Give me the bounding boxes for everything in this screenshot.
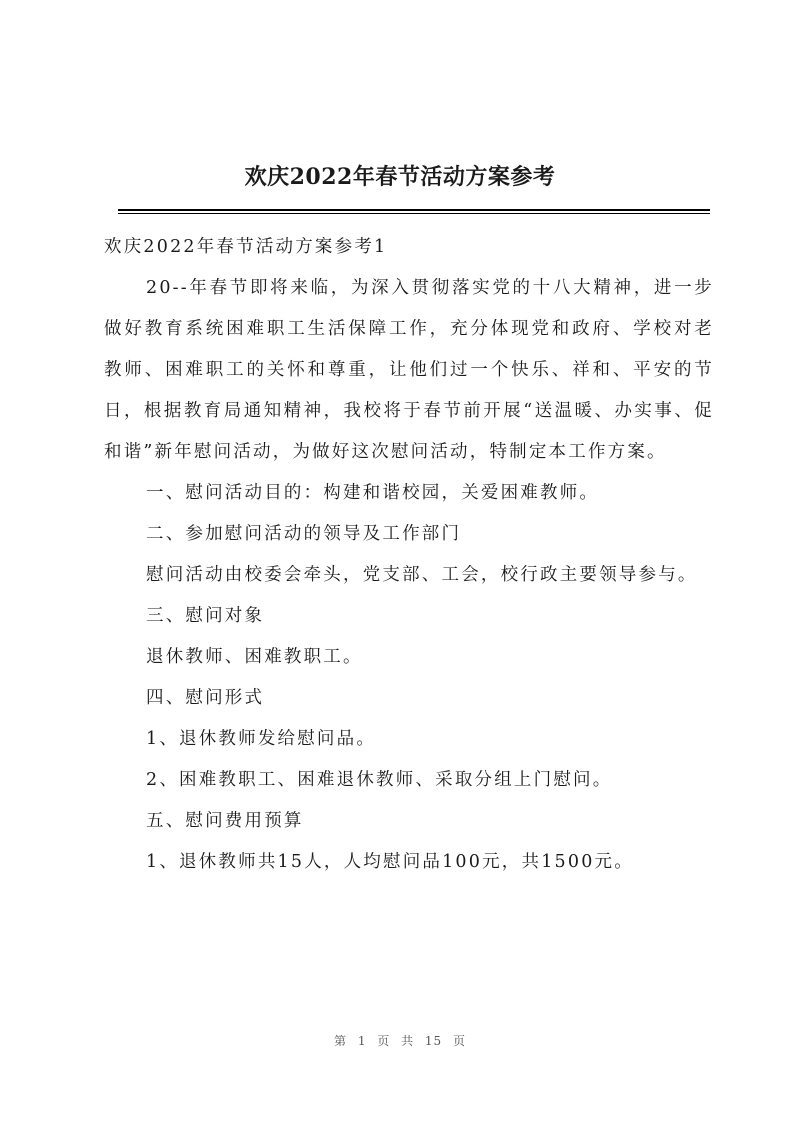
paragraph: 1、退休教师共15人，人均慰问品100元，共1500元。 [146,852,634,872]
paragraph: 一、慰问活动目的：构建和谐校园，关爱困难教师。 [146,483,600,503]
paragraph: 四、慰问形式 [146,688,265,708]
paragraph: 1、退休教师发给慰问品。 [146,729,377,749]
section-heading: 欢庆2022年春节活动方案参考1 [104,237,388,257]
page-number-footer: 第 1 页 共 15 页 [334,1034,466,1048]
intro-paragraph: 20--年春节即将来临，为深入贯彻落实党的十八大精神，进一步做好教育系统困难职工生活保障工作，充分体现党和政府、学校对老教师、困难职工的关怀和尊重，让他们过一个快乐、祥和、平安的节日，根据教育局通知精神，我校将于春节前开展“送温暖、办实事、促和谐”新年慰问活动，为做好这次慰问活动，特制定本工作方案。 [104,278,714,462]
paragraph: 2、困难教职工、困难退休教师、采取分组上门慰问。 [146,770,613,790]
document-title: 欢庆2022年春节活动方案参考 [244,164,556,190]
document-body [104,227,714,883]
paragraph: 二、参加慰问活动的领导及工作部门 [146,524,462,544]
title-divider [118,209,710,211]
paragraph: 五、慰问费用预算 [146,811,304,831]
paragraph: 三、慰问对象 [146,606,265,626]
title-divider-thin [118,213,710,214]
paragraph: 退休教师、困难教职工。 [146,647,363,667]
paragraph: 慰问活动由校委会牵头，党支部、工会，校行政主要领导参与。 [146,565,698,585]
